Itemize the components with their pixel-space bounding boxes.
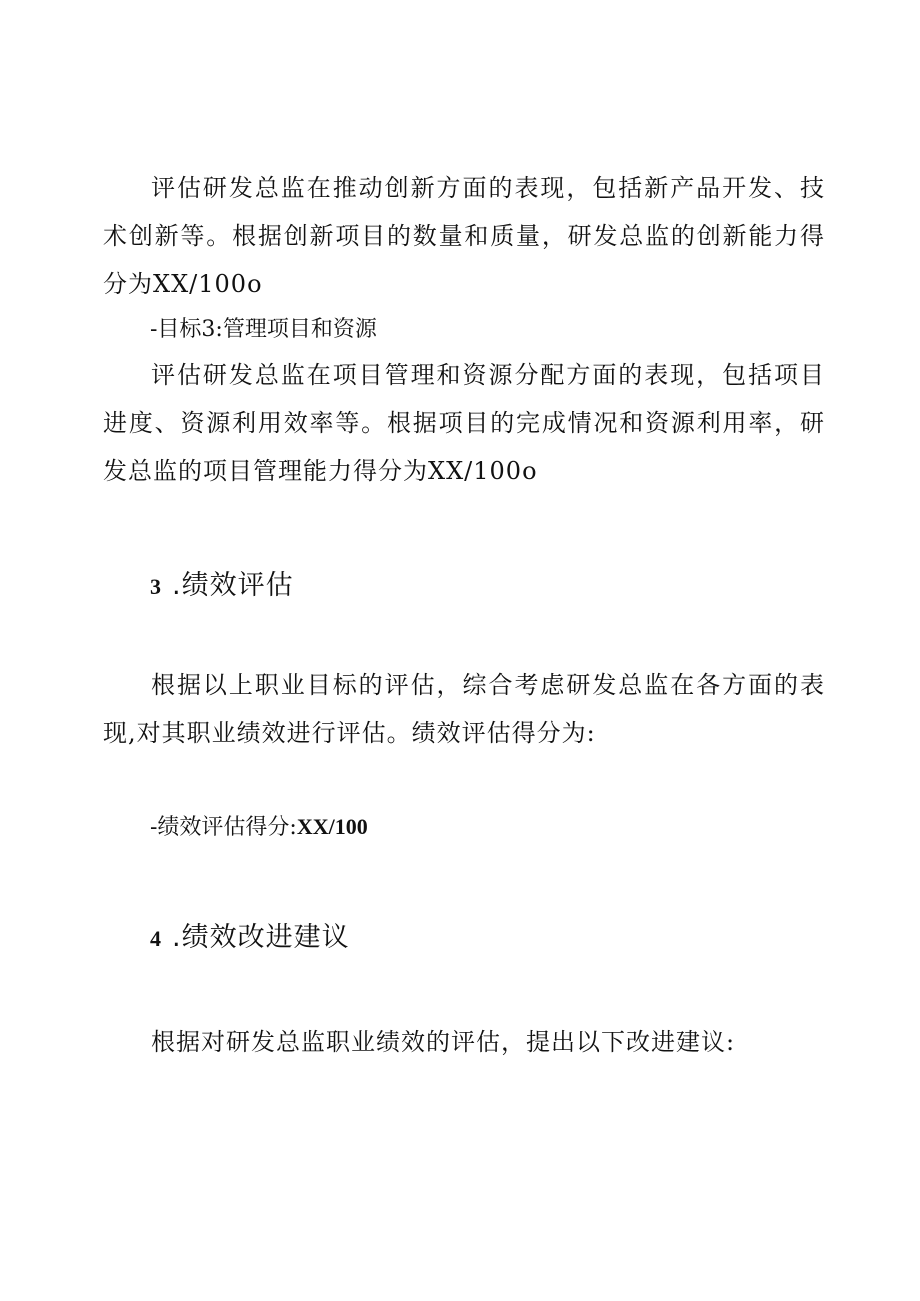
section3-paragraph: 根据以上职业目标的评估，综合考虑研发总监在各方面的表现,对其职业绩效进行评估。绩效评估得分为: <box>103 671 825 747</box>
section4-number: 4 <box>150 926 162 951</box>
goal3-title: -目标3:管理项目和资源 <box>150 317 377 342</box>
section4-heading <box>150 920 350 957</box>
section3-title: .绩效评估 <box>172 570 294 601</box>
performance-score-value: XX/100 <box>296 814 368 839</box>
goal2-paragraph: 评估研发总监在推动创新方面的表现，包括新产品开发、技术创新等。根据创新项目的数量和质量，研发总监的创新能力得分为XX/100o <box>103 174 825 298</box>
goal3-paragraph: 评估研发总监在项目管理和资源分配方面的表现，包括项目进度、资源利用效率等。根据项目的完成情况和资源利用率，研发总监的项目管理能力得分为XX/100o <box>103 361 825 485</box>
section4-body <box>103 1018 825 1066</box>
section3-number: 3 <box>150 574 162 599</box>
section4-title: .绩效改进建议 <box>172 922 350 953</box>
section4-paragraph: 根据对研发总监职业绩效的评估，提出以下改进建议: <box>151 1028 736 1056</box>
section3-body <box>103 661 825 757</box>
performance-score-line <box>150 810 368 845</box>
performance-score-label: -绩效评估得分: <box>150 815 297 840</box>
goal3-body <box>103 351 825 495</box>
section3-heading <box>150 568 294 605</box>
goal2-body <box>103 164 825 308</box>
